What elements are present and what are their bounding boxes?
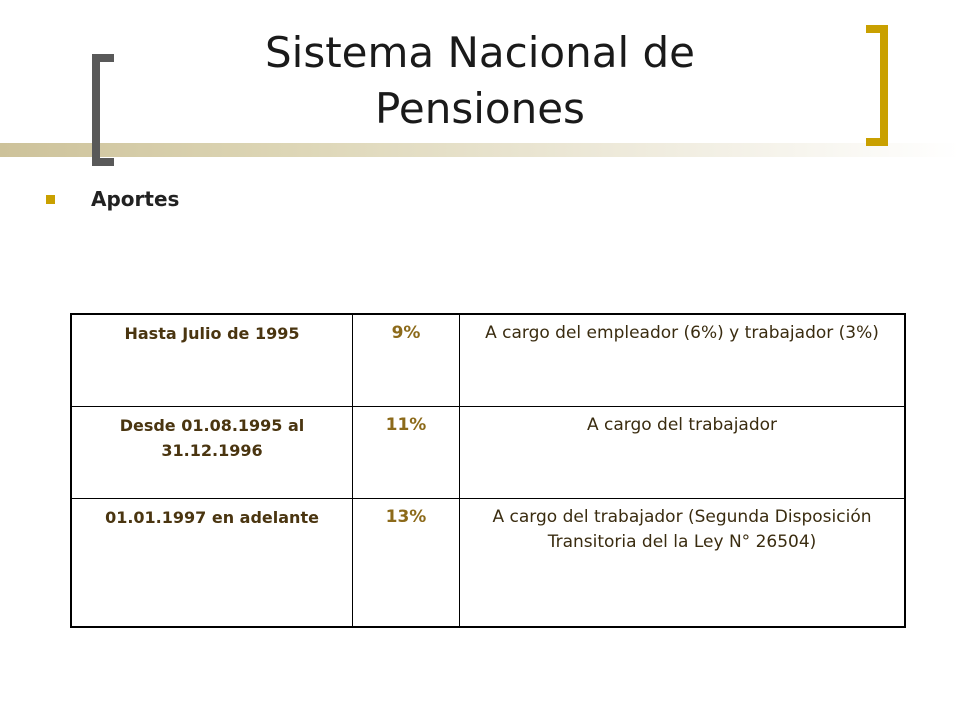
rate-cell: 13% xyxy=(353,498,460,627)
left-bracket-decoration xyxy=(92,54,114,166)
description-cell: A cargo del empleador (6%) y trabajador (3%) xyxy=(460,314,906,406)
bullet-text: Aportes xyxy=(91,187,180,211)
period-cell: Hasta Julio de 1995 xyxy=(71,314,353,406)
description-cell: A cargo del trabajador xyxy=(460,406,906,498)
table-row xyxy=(71,406,905,498)
bullet-square-icon xyxy=(46,195,55,204)
rate-cell: 9% xyxy=(353,314,460,406)
slide-title xyxy=(130,25,830,137)
table-row xyxy=(71,314,905,406)
table-row xyxy=(71,498,905,627)
right-bracket-decoration xyxy=(866,25,888,146)
title-underline-bar xyxy=(0,143,960,157)
bullet-item-aportes xyxy=(46,187,179,211)
period-cell: 01.01.1997 en adelante xyxy=(71,498,353,627)
description-cell: A cargo del trabajador (Segunda Disposición Transitoria del la Ley N° 26504) xyxy=(460,498,906,627)
aportes-table xyxy=(70,313,906,628)
slide-title-line-2: Pensiones xyxy=(375,84,585,133)
rate-cell: 11% xyxy=(353,406,460,498)
period-cell: Desde 01.08.1995 al 31.12.1996 xyxy=(71,406,353,498)
slide-title-line-1: Sistema Nacional de xyxy=(264,28,695,77)
